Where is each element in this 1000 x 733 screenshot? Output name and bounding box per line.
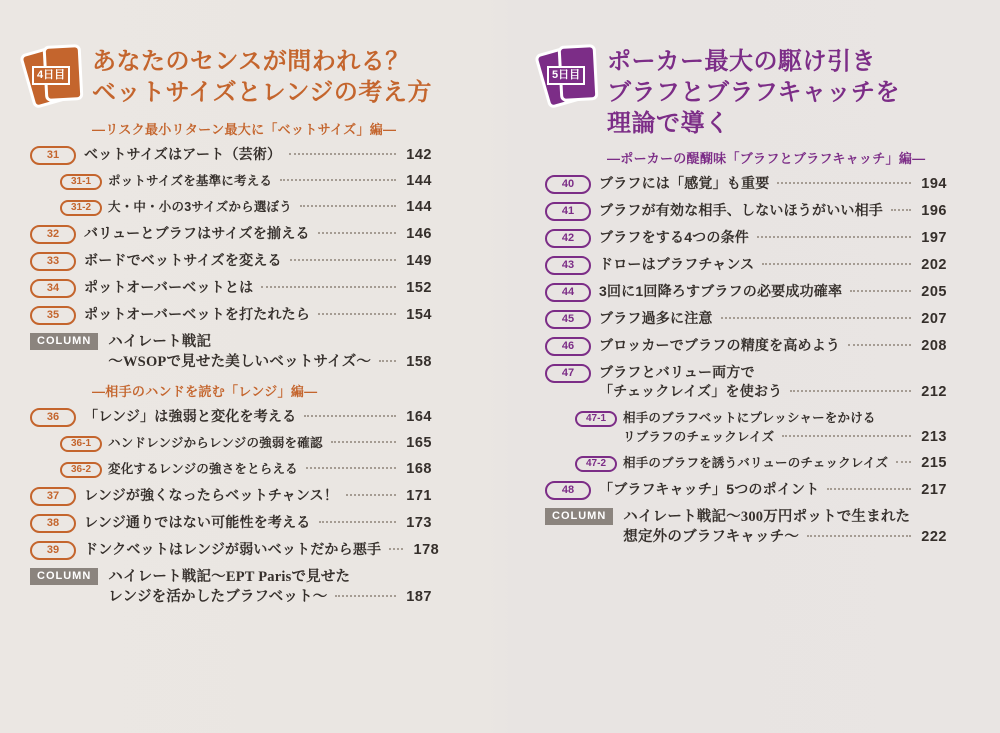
toc-entry: [30, 224, 432, 244]
entry-number-badge: 39: [30, 541, 76, 560]
entry-line: [108, 587, 432, 607]
entry-line: [84, 407, 432, 427]
toc-subtitle: ―相手のハンドを読む「レンジ」編―: [92, 384, 318, 399]
page-number: 208: [921, 338, 947, 354]
entry-title: 相手のブラフベットにプレッシャーをかける: [623, 411, 876, 425]
section-title-line: あなたのセンスが問われる？: [92, 48, 410, 75]
entry-line: [599, 363, 947, 382]
entry-line: [599, 201, 947, 221]
entry-line: [599, 228, 947, 248]
entry-title: ポットオーバーベットを打たれたら: [84, 306, 311, 322]
dot-leader: [300, 205, 396, 207]
dot-leader: [331, 441, 396, 443]
entry-title: ブロッカーでブラフの精度を高めよう: [599, 337, 841, 353]
toc-entry: [545, 454, 947, 473]
entry-body: [599, 282, 947, 302]
entry-body: [84, 224, 432, 244]
page-number: 168: [406, 461, 432, 477]
entry-line: [84, 486, 432, 506]
toc-list: [30, 119, 440, 607]
dot-leader: [790, 390, 911, 392]
entry-line: [108, 434, 432, 453]
page-number: 146: [406, 226, 432, 242]
dot-leader: [289, 153, 396, 155]
dot-leader: [346, 494, 396, 496]
toc-entry: [30, 486, 432, 506]
toc-entry: [545, 409, 947, 447]
entry-title: ハイレート戦記～EPT Parisで見せた: [108, 569, 351, 585]
entry-line: [599, 282, 947, 302]
entry-number-badge: 42: [545, 229, 591, 248]
entry-number-badge: 31: [30, 146, 76, 165]
toc-subtitle: ―リスク最小リターン最大に「ベットサイズ」編―: [92, 122, 397, 137]
page-number: 187: [406, 589, 432, 605]
toc-entry: [30, 198, 432, 217]
toc-list: [545, 148, 947, 547]
entry-body: [599, 174, 947, 194]
entry-line: [84, 540, 440, 560]
entry-line: [599, 382, 947, 402]
page-number: 171: [406, 488, 432, 504]
entry-body: [84, 407, 432, 427]
page-number: 178: [413, 542, 440, 558]
entry-number-badge: 36-2: [60, 462, 102, 478]
entry-line: [84, 305, 432, 325]
entry-number-badge: 34: [30, 279, 76, 298]
entry-title: ポットサイズを基準に考える: [108, 174, 273, 188]
entry-line: [84, 145, 432, 165]
entry-body: [599, 480, 947, 500]
entry-title: レンジ通りではない可能性を考える: [84, 514, 311, 530]
dot-leader: [782, 435, 911, 437]
entry-line: [84, 224, 432, 244]
dot-leader: [306, 467, 396, 469]
column-badge: COLUMN: [545, 508, 613, 525]
section-day4: [30, 44, 440, 616]
dot-leader: [896, 461, 911, 463]
entry-number-badge: 37: [30, 487, 76, 506]
dot-leader: [848, 344, 911, 346]
column-badge: COLUMN: [30, 333, 98, 350]
entry-body: [599, 255, 947, 275]
dot-leader: [762, 263, 911, 265]
entry-number-badge: 31-2: [60, 200, 102, 216]
entry-title: ハイレート戦記～300万円ポットで生まれた: [623, 509, 911, 525]
entry-number-badge: 47-2: [575, 456, 617, 472]
entry-title: レンジを活かしたブラフベット～: [108, 589, 328, 605]
toc-entry: [545, 309, 947, 329]
entry-line: [599, 336, 947, 356]
entry-body: [108, 434, 432, 453]
entry-line: [84, 251, 432, 271]
page-number: 212: [921, 384, 947, 400]
section-title-line: ブラフとブラフキャッチを: [607, 79, 901, 106]
entry-title: 「レンジ」は強弱と変化を考える: [84, 408, 297, 424]
chapter-cards-icon: [545, 44, 597, 110]
dot-leader: [850, 290, 911, 292]
entry-title: 変化するレンジの強さをとらえる: [108, 462, 298, 476]
entry-title: 相手のブラフを誘うバリューのチェックレイズ: [623, 456, 889, 470]
entry-body: [84, 278, 432, 298]
entry-title: ハイレート戦記: [108, 334, 212, 350]
toc-entry: [30, 460, 432, 479]
entry-line: [599, 174, 947, 194]
entry-number-badge: 36: [30, 408, 76, 427]
page-number: 217: [921, 482, 947, 498]
entry-body: [623, 409, 947, 447]
chapter-header: [545, 44, 947, 139]
dot-leader: [318, 313, 396, 315]
entry-title: ハンドレンジからレンジの強弱を確認: [108, 436, 323, 450]
entry-body: [108, 567, 432, 607]
dot-leader: [891, 209, 911, 211]
page-number: 197: [921, 230, 947, 246]
toc-entry: [30, 278, 432, 298]
section-title-line: 理論で導く: [607, 110, 730, 137]
entry-body: [599, 201, 947, 221]
entry-number-badge: 40: [545, 175, 591, 194]
toc-entry: [30, 332, 432, 372]
page-number: 158: [406, 354, 432, 370]
toc-entry: [545, 174, 947, 194]
entry-line: [599, 255, 947, 275]
dot-leader: [335, 595, 396, 597]
entry-number-badge: 48: [545, 481, 591, 500]
page-number: 142: [406, 147, 432, 163]
toc-entry: [545, 282, 947, 302]
toc-entry: [30, 407, 432, 427]
entry-title: ブラフとバリュー両方で: [599, 364, 755, 380]
entry-body: [108, 460, 432, 479]
page-number: 194: [921, 176, 947, 192]
entry-title: バリューとブラフはサイズを揃える: [84, 225, 310, 241]
entry-number-badge: 36-1: [60, 436, 102, 452]
entry-number-badge: 45: [545, 310, 591, 329]
dot-leader: [290, 259, 396, 261]
entry-number-badge: 33: [30, 252, 76, 271]
toc-entry: [545, 255, 947, 275]
entry-number-badge: 31-1: [60, 174, 102, 190]
dot-leader: [318, 232, 396, 234]
toc-entry: [545, 507, 947, 547]
entry-number-badge: 47: [545, 364, 591, 383]
entry-line: [623, 409, 947, 428]
entry-line: [623, 507, 947, 527]
toc-entry: [30, 305, 432, 325]
entry-title: レンジが強くなったらベットチャンス！: [84, 487, 339, 503]
entry-line: [599, 309, 947, 329]
entry-body: [599, 363, 947, 402]
entry-number-badge: 41: [545, 202, 591, 221]
dot-leader: [757, 236, 911, 238]
entry-body: [84, 486, 432, 506]
dot-leader: [389, 548, 403, 550]
entry-number-badge: 43: [545, 256, 591, 275]
entry-title: ドンクベットはレンジが弱いベットだから悪手: [84, 541, 382, 557]
entry-title: ブラフが有効な相手、しないほうがいい相手: [599, 202, 883, 218]
entry-number-badge: 35: [30, 306, 76, 325]
dot-leader: [807, 535, 911, 537]
entry-title: 3回に1回降ろすブラフの必要成功確率: [599, 283, 843, 299]
section-title-line: ベットサイズとレンジの考え方: [92, 79, 432, 106]
entry-line: [623, 428, 947, 447]
day-badge: 4日目: [32, 66, 70, 85]
entry-number-badge: 47-1: [575, 411, 617, 427]
page-number: 213: [921, 429, 947, 445]
section-title: [607, 44, 900, 139]
page-number: 149: [406, 253, 432, 269]
entry-body: [623, 454, 947, 473]
chapter-header: [30, 44, 432, 110]
entry-title: 「チェックレイズ」を使おう: [599, 383, 783, 399]
dot-leader: [261, 286, 396, 288]
section-title-line: ポーカー最大の駆け引き: [607, 48, 877, 75]
entry-number-badge: 38: [30, 514, 76, 533]
entry-title: ブラフには「感覚」も重要: [599, 175, 770, 191]
page-number: 144: [406, 199, 432, 215]
entry-line: [108, 172, 432, 191]
page-number: 207: [921, 311, 947, 327]
entry-body: [599, 228, 947, 248]
page-number: 144: [406, 173, 432, 189]
page-number: 164: [406, 409, 432, 425]
page-number: 154: [406, 307, 432, 323]
entry-number-badge: 32: [30, 225, 76, 244]
entry-title: ブラフをする4つの条件: [599, 229, 749, 245]
entry-body: [623, 507, 947, 547]
entry-line: [108, 332, 432, 352]
entry-title: ベットサイズはアート（芸術）: [84, 146, 282, 162]
dot-leader: [721, 317, 911, 319]
page-number: 215: [921, 455, 947, 471]
entry-title: リブラフのチェックレイズ: [623, 430, 775, 444]
entry-title: 大・中・小の3サイズから選ぼう: [108, 200, 292, 214]
toc-entry: [545, 363, 947, 402]
page-number: 165: [406, 435, 432, 451]
page-number: 222: [921, 529, 947, 545]
entry-number-badge: 44: [545, 283, 591, 302]
column-badge: COLUMN: [30, 568, 98, 585]
page-number: 173: [406, 515, 432, 531]
entry-body: [599, 336, 947, 356]
toc-entry: [545, 336, 947, 356]
entry-title: 「ブラフキャッチ」5つのポイント: [599, 481, 820, 497]
toc-entry: [30, 540, 440, 560]
entry-line: [84, 278, 432, 298]
toc-entry: [30, 172, 432, 191]
entry-body: [599, 309, 947, 329]
page-number: 205: [921, 284, 947, 300]
dot-leader: [827, 488, 911, 490]
entry-title: ポットオーバーベットとは: [84, 279, 254, 295]
entry-line: [623, 527, 947, 547]
entry-line: [108, 352, 432, 372]
page-number: 202: [921, 257, 947, 273]
entry-line: [623, 454, 947, 473]
dot-leader: [379, 360, 396, 362]
toc-entry: [30, 567, 432, 607]
page-number: 152: [406, 280, 432, 296]
toc-entry: [545, 480, 947, 500]
toc-entry: [30, 251, 432, 271]
toc-entry: [30, 513, 432, 533]
toc-entry: [545, 228, 947, 248]
toc-subtitle: ―ポーカーの醍醐味「ブラフとブラフキャッチ」編―: [607, 151, 926, 166]
entry-body: [84, 513, 432, 533]
dot-leader: [280, 179, 396, 181]
entry-title: ～WSOPで見せた美しいベットサイズ～: [108, 354, 372, 370]
chapter-cards-icon: [30, 44, 82, 110]
day-badge: 5日目: [547, 66, 585, 85]
entry-title: ドローはブラフチャンス: [599, 256, 755, 272]
section-day5: [545, 44, 947, 556]
entry-line: [84, 513, 432, 533]
dot-leader: [304, 415, 396, 417]
toc-entry: [545, 201, 947, 221]
entry-title: ボードでベットサイズを変える: [84, 252, 282, 268]
dot-leader: [319, 521, 397, 523]
entry-line: [599, 480, 947, 500]
section-title: [92, 44, 432, 108]
entry-body: [84, 251, 432, 271]
entry-body: [84, 540, 440, 560]
dot-leader: [777, 182, 911, 184]
entry-body: [108, 198, 432, 217]
entry-title: ブラフ過多に注意: [599, 310, 713, 326]
page-number: 196: [921, 203, 947, 219]
toc-entry: [30, 145, 432, 165]
entry-line: [108, 198, 432, 217]
entry-line: [108, 567, 432, 587]
entry-body: [84, 305, 432, 325]
entry-body: [108, 172, 432, 191]
toc-entry: [30, 434, 432, 453]
entry-number-badge: 46: [545, 337, 591, 356]
entry-body: [108, 332, 432, 372]
entry-title: 想定外のブラフキャッチ～: [623, 529, 800, 545]
entry-body: [84, 145, 432, 165]
entry-line: [108, 460, 432, 479]
